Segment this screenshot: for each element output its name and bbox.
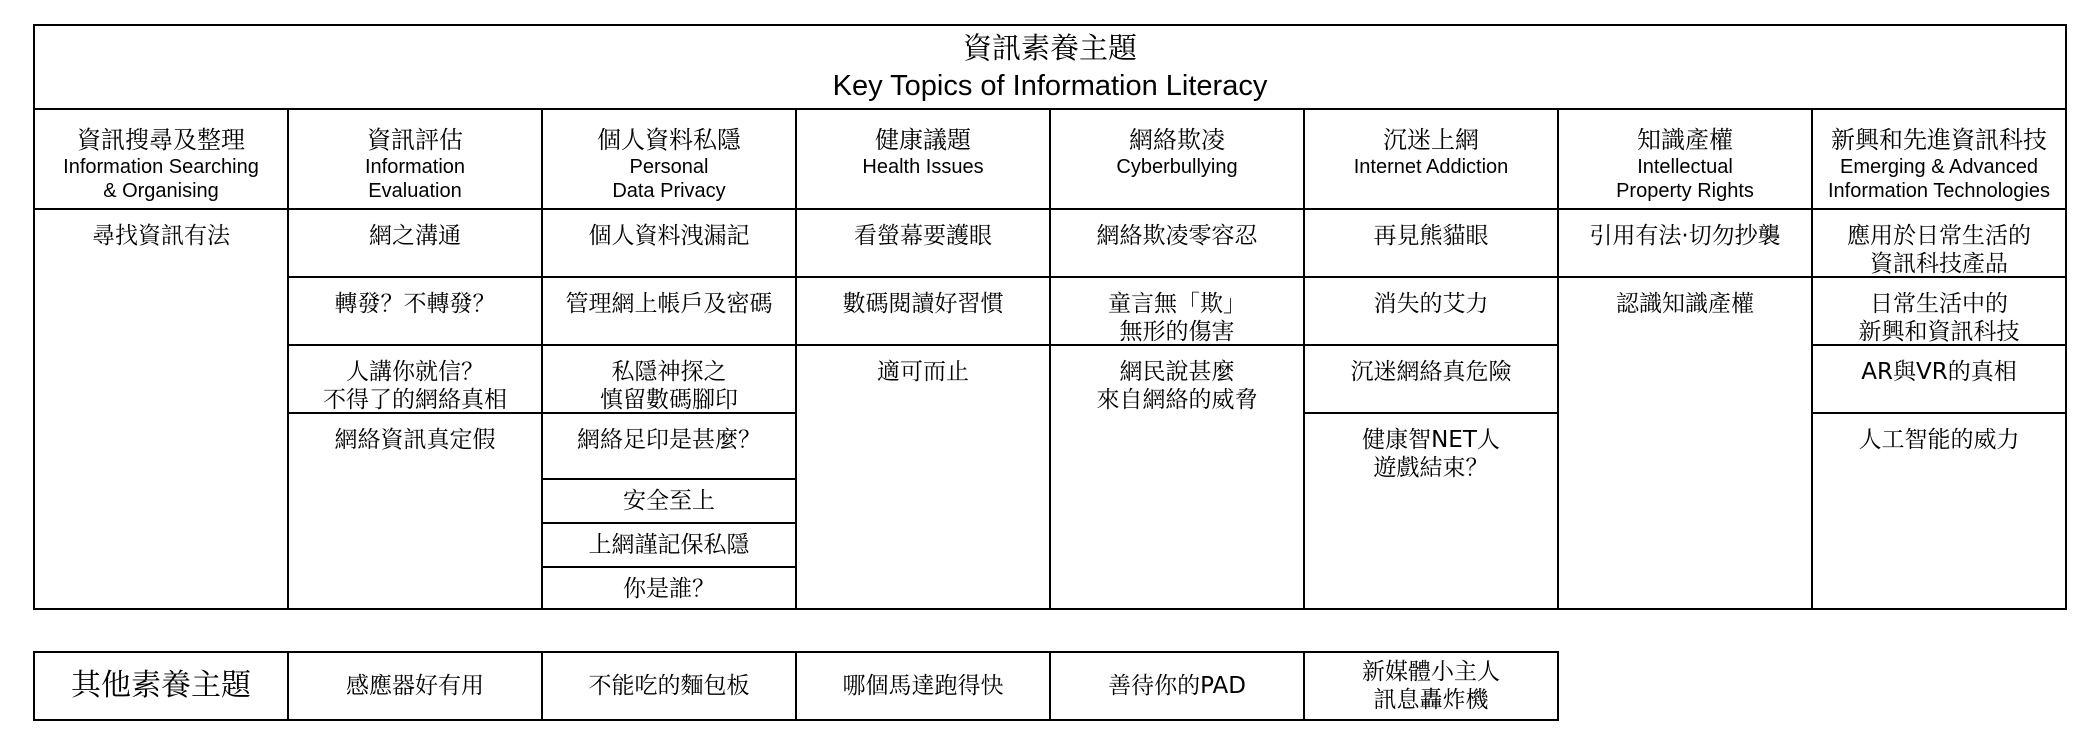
topic-column-5 [1305, 210, 1559, 610]
table-title-en: Key Topics of Information Literacy [832, 70, 1268, 102]
column-header-en: Internet Addiction [1353, 156, 1509, 178]
column-header-zh: 沉迷上網 [1383, 126, 1479, 154]
column-header-zh: 網絡欺凌 [1129, 126, 1225, 154]
topic-cell [289, 210, 541, 278]
topic-cell [543, 414, 795, 480]
topic-cell [543, 210, 795, 278]
column-header-1 [289, 110, 543, 210]
topic-cell [543, 346, 795, 414]
topic-label: 看螢幕要護眼 [854, 223, 992, 249]
topic-label: 網絡資訊真定假 [334, 427, 496, 453]
table-title-zh: 資訊素養主題 [962, 31, 1137, 65]
topic-label: 新興和資訊科技 [1858, 319, 2020, 345]
topic-label: 應用於日常生活的 [1847, 223, 2031, 249]
column-header-en: Evaluation [368, 180, 462, 202]
other-topic-cell [797, 653, 1051, 721]
column-header-zh: 知識產權 [1637, 126, 1733, 154]
other-topic-label: 感應器好有用 [346, 673, 484, 699]
other-topics-table [33, 651, 1559, 721]
topic-cell [1305, 414, 1557, 608]
topic-label: 轉發？不轉發？ [334, 291, 496, 317]
column-header-en: Emerging & Advanced [1840, 156, 2038, 178]
other-topic-cell [289, 653, 543, 721]
column-header-zh: 資訊搜尋及整理 [77, 126, 245, 154]
key-topics-grid [33, 24, 2067, 610]
topic-label: 尋找資訊有法 [92, 223, 230, 249]
topic-cell [1051, 346, 1303, 608]
other-topic-label: 訊息轟炸機 [1373, 687, 1489, 713]
column-header-zh: 資訊評估 [367, 126, 463, 154]
other-topic-label: 新媒體小主人 [1362, 659, 1500, 685]
column-header-zh: 新興和先進資訊科技 [1831, 126, 2047, 154]
column-header-6 [1559, 110, 1813, 210]
column-header-en: Personal [629, 156, 709, 178]
key-topics-table [33, 24, 2067, 610]
topic-cell [1305, 278, 1557, 346]
topic-label: 沉迷網絡真危險 [1350, 359, 1512, 385]
topic-cell [797, 346, 1049, 608]
topic-label: 再見熊貓眼 [1373, 223, 1489, 249]
column-header-en: Information [364, 156, 466, 178]
topic-label: 網絡足印是甚麼？ [577, 427, 761, 453]
column-header-zh: 健康議題 [875, 126, 971, 154]
topic-column-3 [797, 210, 1051, 610]
column-header-en: Cyberbullying [1116, 156, 1238, 178]
topic-label: 消失的艾力 [1373, 291, 1489, 317]
other-topics-grid [33, 651, 1559, 721]
topic-label: 上網謹記保私隱 [588, 532, 750, 558]
topic-cell [1559, 278, 1811, 608]
topic-label: 個人資料洩漏記 [588, 223, 750, 249]
topic-label: 童言無「欺」 [1108, 291, 1246, 317]
topic-cell [1813, 278, 2065, 346]
topic-label: 數碼閱讀好習慣 [842, 291, 1004, 317]
topic-label: 人工智能的威力 [1858, 427, 2020, 453]
other-topics-label: 其他素養主題 [35, 653, 289, 721]
column-header-2 [543, 110, 797, 210]
topic-cell [1305, 210, 1557, 278]
column-header-3 [797, 110, 1051, 210]
topic-cell [35, 210, 287, 608]
other-topic-label: 不能吃的麵包板 [588, 673, 750, 699]
column-header-en: Health Issues [862, 156, 984, 178]
topic-label: 認識知識產權 [1616, 291, 1754, 317]
column-header-en: Intellectual [1637, 156, 1733, 178]
topic-label: 不得了的網絡真相 [323, 387, 507, 413]
topic-cell [1813, 210, 2065, 278]
topic-cell [543, 524, 795, 568]
other-topic-cell [543, 653, 797, 721]
topic-label: 你是誰？ [623, 576, 715, 602]
topic-label: 適可而止 [877, 359, 969, 385]
other-topic-cell [1305, 653, 1559, 721]
topic-cell [289, 278, 541, 346]
topic-label: 引用有法·切勿抄襲 [1589, 223, 1781, 249]
table-title [35, 26, 2067, 110]
topic-label: AR與VR的真相 [1861, 359, 2017, 385]
topic-label: 網之溝通 [369, 223, 461, 249]
column-header-en: Data Privacy [612, 180, 726, 202]
column-header-en: Information Technologies [1828, 180, 2050, 202]
other-topic-cell [1051, 653, 1305, 721]
column-header-en: Information Searching [63, 156, 259, 178]
topic-label: 來自網絡的威脅 [1096, 387, 1258, 413]
other-topic-label: 善待你的PAD [1108, 673, 1246, 699]
topic-label: 安全至上 [623, 488, 715, 514]
topic-column-4 [1051, 210, 1305, 610]
topic-cell [1051, 210, 1303, 278]
other-topic-label: 哪個馬達跑得快 [842, 673, 1004, 699]
column-header-en: & Organising [103, 180, 219, 202]
topic-cell [1559, 210, 1811, 278]
topic-cell [289, 414, 541, 608]
topic-label: 慎留數碼腳印 [600, 387, 738, 413]
topic-cell [1305, 346, 1557, 414]
topic-label: 無形的傷害 [1119, 319, 1235, 345]
topic-label: 管理網上帳戶及密碼 [565, 291, 773, 317]
topic-cell [543, 568, 795, 608]
topic-cell [797, 210, 1049, 278]
column-header-7 [1813, 110, 2067, 210]
topic-cell [1813, 414, 2065, 608]
column-header-zh: 個人資料私隱 [597, 126, 741, 154]
topic-label: 健康智NET人 [1362, 427, 1500, 453]
topic-label: 網民說甚麼 [1119, 359, 1235, 385]
column-header-5 [1305, 110, 1559, 210]
topic-label: 網絡欺凌零容忍 [1096, 223, 1258, 249]
topic-label: 私隱神探之 [611, 359, 727, 385]
topic-cell [543, 278, 795, 346]
topic-column-0 [35, 210, 289, 610]
topic-cell [797, 278, 1049, 346]
topic-cell [1813, 346, 2065, 414]
topic-cell [543, 480, 795, 524]
column-header-0 [35, 110, 289, 210]
column-header-4 [1051, 110, 1305, 210]
topic-cell [289, 346, 541, 414]
topic-label: 遊戲結束？ [1373, 455, 1489, 481]
topic-label: 資訊科技產品 [1870, 251, 2008, 277]
column-header-en: Property Rights [1616, 180, 1754, 202]
topic-cell [1051, 278, 1303, 346]
topic-column-7 [1813, 210, 2067, 610]
topic-label: 人講你就信？ [346, 359, 484, 385]
topic-column-1 [289, 210, 543, 610]
topic-column-6 [1559, 210, 1813, 610]
topic-column-2 [543, 210, 797, 610]
topic-label: 日常生活中的 [1870, 291, 2008, 317]
